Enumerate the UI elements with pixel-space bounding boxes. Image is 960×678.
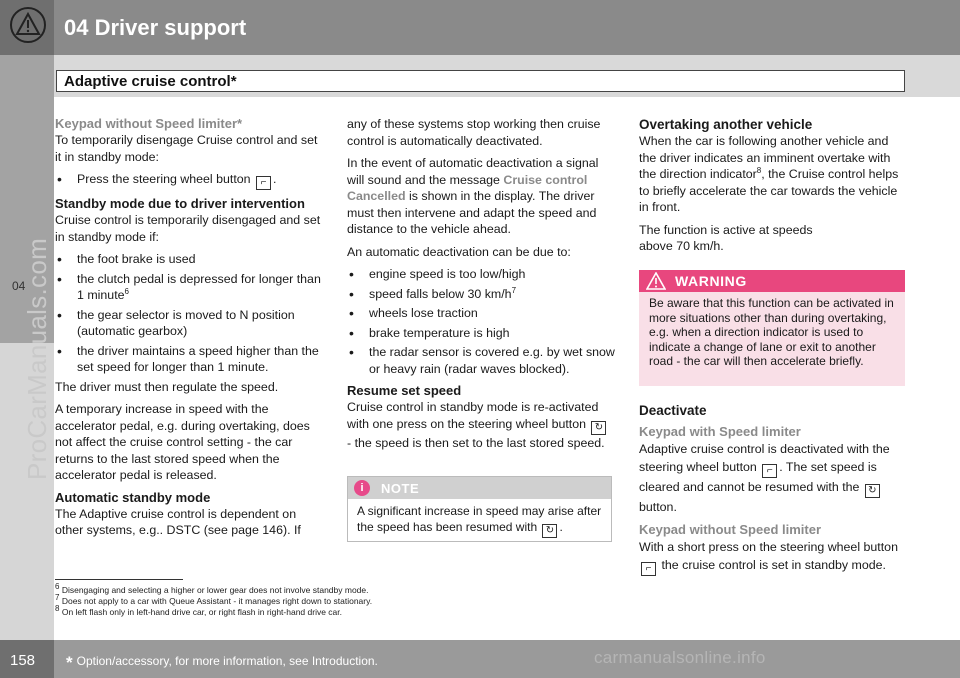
- list-item: • the foot brake is used: [55, 251, 323, 268]
- footnote-ref: 7: [511, 285, 517, 295]
- paragraph: The function is active at speeds above 70 km/h.: [639, 222, 813, 253]
- heading-standby-driver: Standby mode due to driver intervention: [55, 196, 305, 211]
- footnote-7: $^7$ Does not apply to a car with Queue Assistant - it manages right down to stationary.: [55, 593, 373, 606]
- paragraph: any of these systems stop working then cruise control is automatically deactivated.: [347, 117, 601, 148]
- heading-deactivate: Deactivate: [639, 403, 707, 418]
- footnote-6: $^6$ Disengaging and selecting a higher or lower gear does not involve standby mode.: [55, 582, 369, 595]
- heading-automatic-standby: Automatic standby mode: [55, 489, 211, 505]
- resume-button-icon: ↻: [591, 421, 606, 435]
- warning-triangle-icon: [9, 6, 47, 44]
- warning-body: Be aware that this function can be activated in more situations other than during overtaking, e.g. when a direction indicator is used to indicate a change of lane or exit to another road - the car will then accelerate briefly.: [649, 296, 894, 368]
- info-icon: i: [354, 480, 370, 496]
- footnote-8: $^8$ On left flash only in left-hand drive car, or right flash in right-hand drive car.: [55, 604, 342, 617]
- paragraph: Cruise control in standby mode is re-activated with one press on the steering wheel button ↻ - the speed is then set to the last stored speed.: [347, 400, 605, 450]
- paragraph: Cruise control is temporarily disengaged and set in standby mode if:: [55, 213, 321, 244]
- resume-button-icon: ↻: [542, 524, 557, 538]
- warning-title: WARNING: [675, 273, 747, 289]
- list-item: • brake temperature is high: [347, 325, 615, 342]
- list-item: • the driver maintains a speed higher than the set speed for longer than 1 minute.: [55, 343, 323, 376]
- warning-header: [639, 270, 905, 292]
- note-body: A significant increase in speed may arise after the speed has been resumed with ↻ .: [357, 504, 602, 536]
- cruise-standby-button-icon: ⌐: [762, 464, 777, 478]
- paragraph: To temporarily disengage Cruise control and set it in standby mode:: [55, 133, 318, 164]
- paragraph: In the event of automatic deactivation a signal will sound and the message Cruise control Cancelled is shown in the display. The driver must then intervene and adapt the speed and distance to the vehicle ahead.: [347, 156, 599, 236]
- paragraph: When the car is following another vehicle and the driver indicates an imminent overtake with the direction indicator$^8$, the Cruise control helps to briefly accelerate the car towards the vehicle in front.: [639, 134, 899, 214]
- bullet-list: [55, 171, 323, 190]
- paragraph: Adaptive cruise control is deactivated with the steering wheel button ⌐ . The set speed is cleared and cannot be resumed with the ↻ button.: [639, 442, 890, 514]
- chapter-number: 04: [12, 279, 26, 293]
- chapter-title: 04 Driver support: [64, 15, 247, 40]
- footnote-rule: [55, 579, 183, 580]
- paragraph: The driver must then regulate the speed.: [55, 379, 279, 394]
- section-title: Adaptive cruise control*: [64, 73, 237, 90]
- bullet-list: [55, 251, 323, 376]
- display-message: Cruise control Cancelled: [347, 172, 588, 203]
- column-3-lower: [639, 402, 907, 582]
- warning-box: [639, 270, 905, 386]
- heading-overtaking: Overtaking another vehicle: [639, 117, 813, 132]
- list-item: • Press the steering wheel button ⌐ .: [55, 171, 323, 190]
- side-watermark: ProCarManuals.com: [22, 237, 52, 480]
- cruise-standby-button-icon: ⌐: [641, 562, 656, 576]
- heading-keypad-without-limiter: Keypad without Speed limiter*: [55, 116, 243, 131]
- heading-keypad-with-limiter: Keypad with Speed limiter: [639, 424, 801, 439]
- footnote-ref: 8: [756, 165, 762, 175]
- resume-button-icon: ↻: [865, 484, 880, 498]
- column-3: [639, 116, 907, 261]
- page-number: 158: [10, 652, 36, 669]
- list-item: • the radar sensor is covered e.g. by wet snow or heavy rain (radar waves blocked).: [347, 344, 615, 377]
- warning-icon: [646, 272, 666, 290]
- column-2: [347, 116, 615, 457]
- list-item: • the clutch pedal is depressed for longer than 1 minute$^6$: [55, 271, 323, 304]
- footnote-ref: 6: [124, 286, 129, 296]
- bullet-list: [347, 266, 615, 377]
- cruise-standby-button-icon: ⌐: [256, 176, 271, 190]
- heading-resume: Resume set speed: [347, 383, 462, 398]
- paragraph: The Adaptive cruise control is dependent on other systems, e.g.. DSTC (see page 146). If: [55, 506, 301, 537]
- note-box: [347, 476, 612, 542]
- paragraph: A temporary increase in speed with the accelerator pedal, e.g. during overtaking, does not affect the cruise control setting - the car returns to the last stored speed when the accelerator pedal is released.: [55, 402, 310, 482]
- footer-watermark: carmanualsonline.info: [594, 648, 766, 667]
- column-1: [55, 116, 323, 545]
- paragraph: With a short press on the steering wheel button ⌐ the cruise control is set in standby mode.: [639, 540, 898, 574]
- footer-note: * Option/accessory, for more information, see Introduction.: [66, 653, 378, 672]
- list-item: • wheels lose traction: [347, 305, 615, 322]
- list-item: • engine speed is too low/high: [347, 266, 615, 283]
- list-item: • the gear selector is moved to N position (automatic gearbox): [55, 307, 323, 340]
- list-item: • speed falls below 30 $km/h^7$: [347, 286, 615, 303]
- heading-keypad-without-limiter-2: Keypad without Speed limiter: [639, 522, 822, 537]
- note-title: NOTE: [381, 481, 420, 496]
- paragraph: An automatic deactivation can be due to:: [347, 244, 571, 259]
